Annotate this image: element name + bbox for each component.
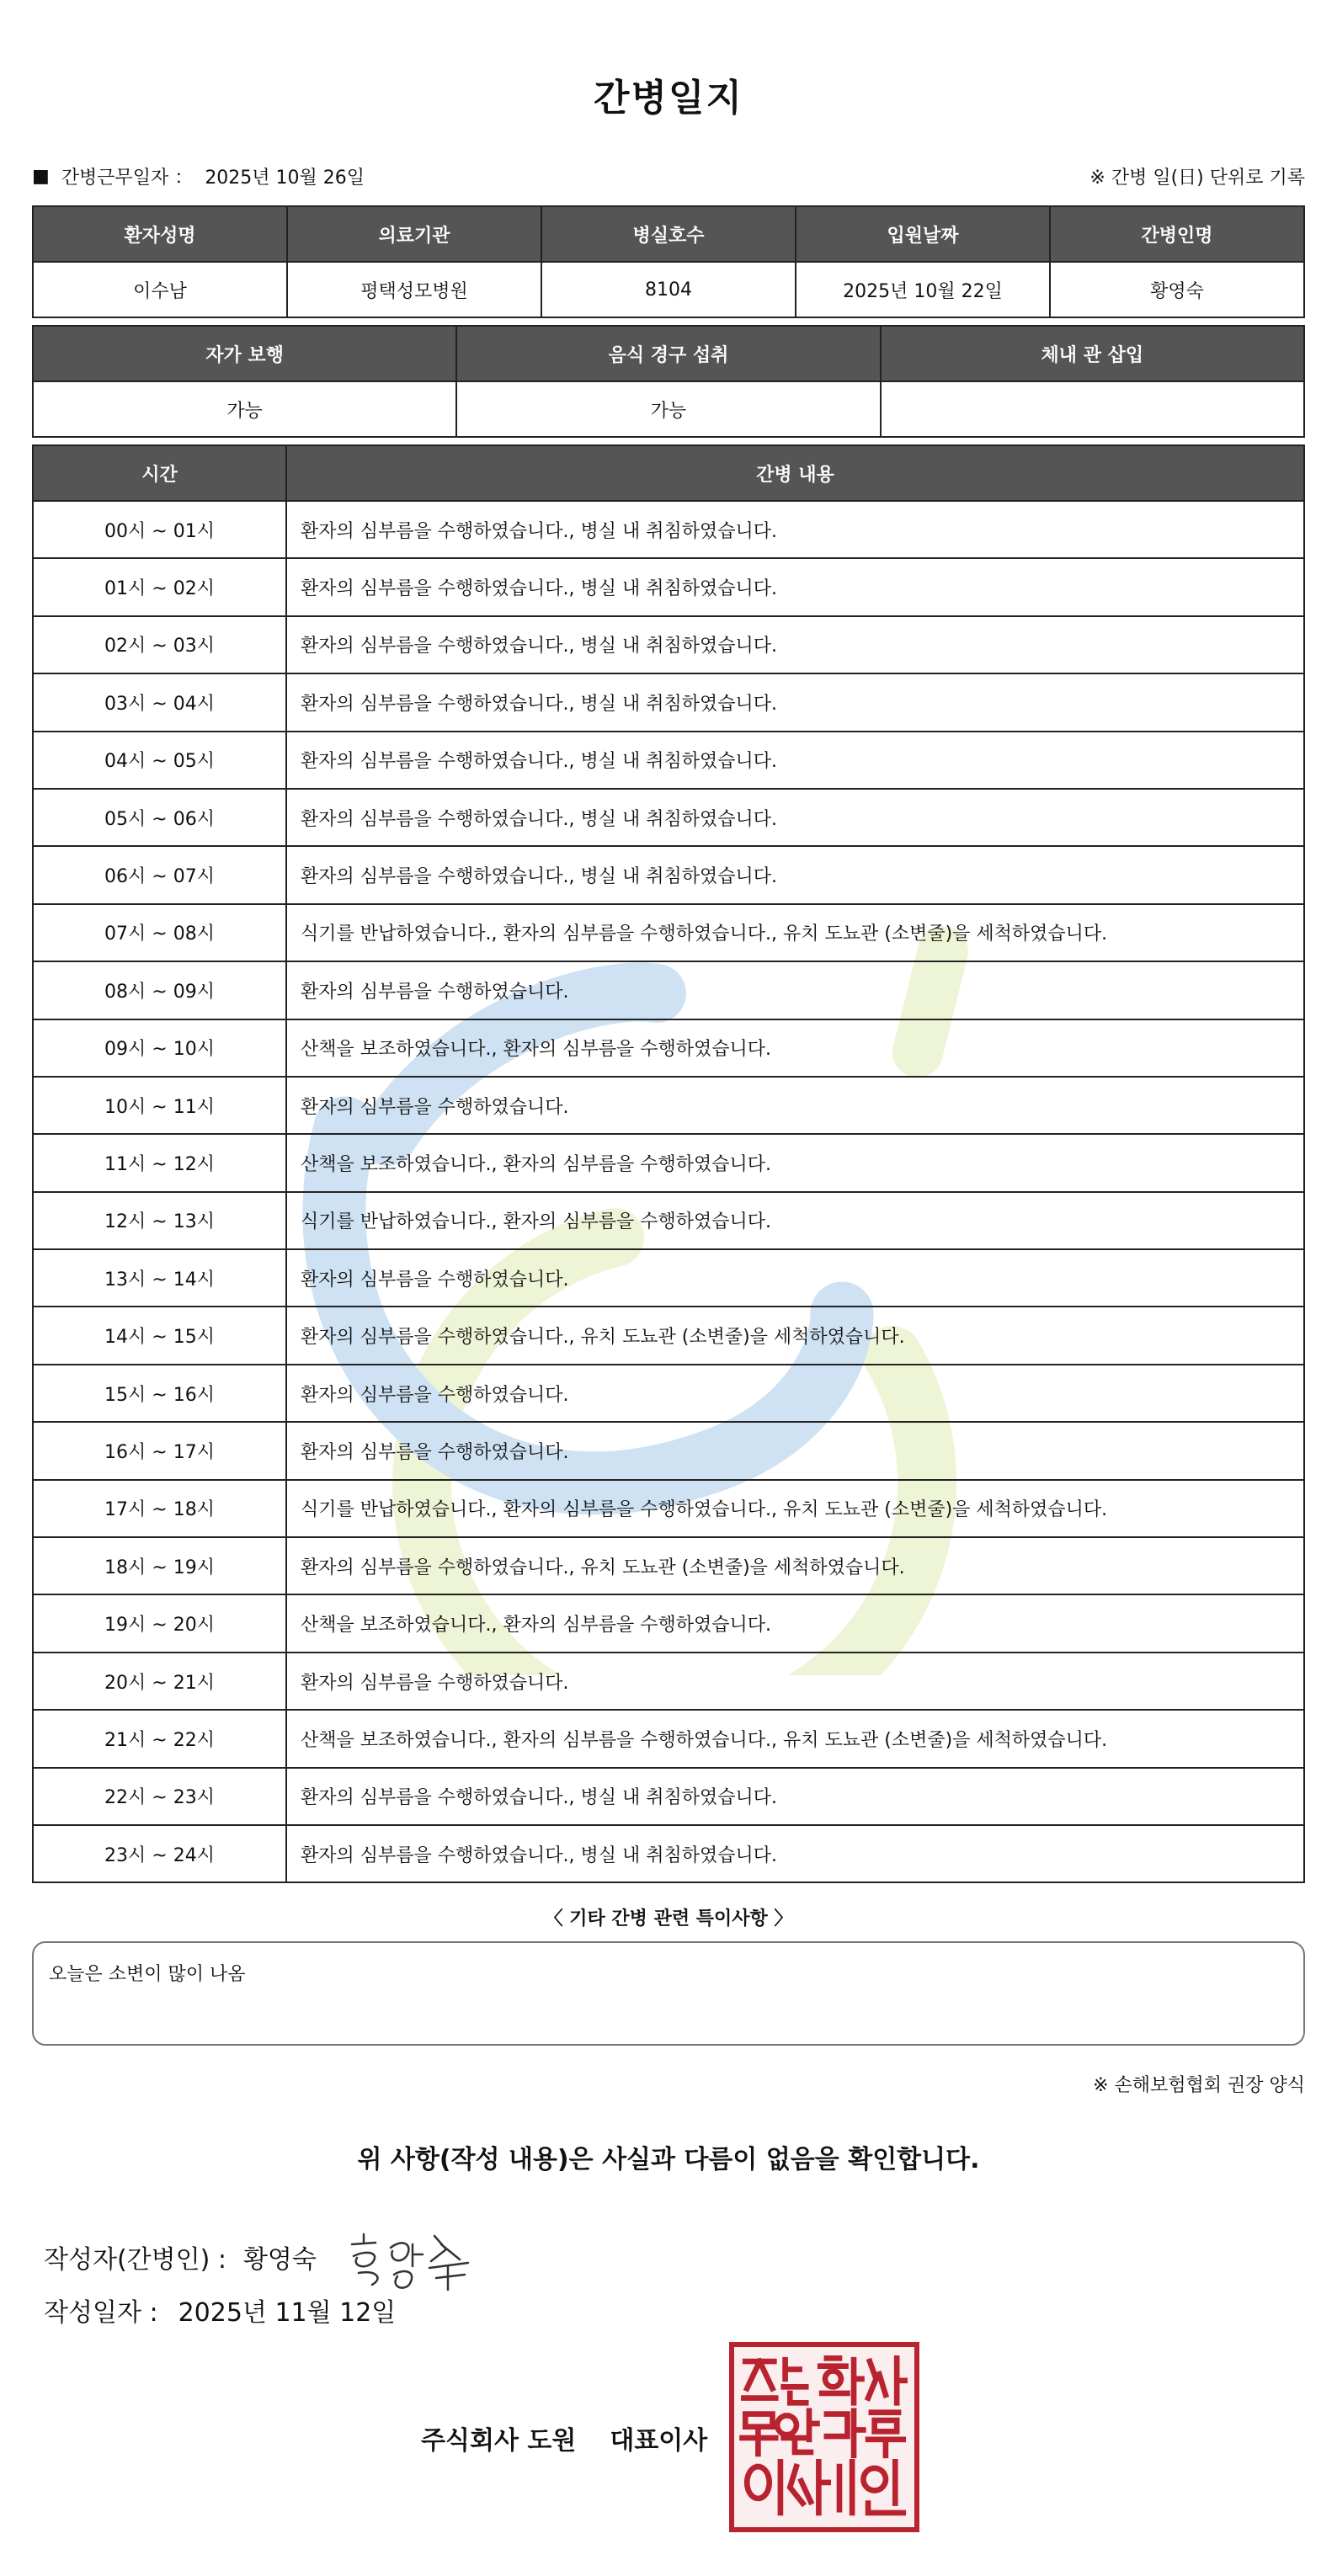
table-row: [33, 381, 1304, 437]
log-content: 식기를 반납하였습니다., 환자의 심부름을 수행하였습니다.: [286, 1192, 1304, 1249]
log-content: 식기를 반납하였습니다., 환자의 심부름을 수행하였습니다., 유치 도뇨관 (소변줄)을 세척하였습니다.: [286, 904, 1304, 961]
log-time: 09시 ~ 10시: [33, 1019, 286, 1077]
log-content: 산책을 보조하였습니다., 환자의 심부름을 수행하였습니다.: [286, 1134, 1304, 1191]
log-content: 환자의 심부름을 수행하였습니다., 병실 내 취침하였습니다.: [286, 616, 1304, 673]
log-content: 식기를 반납하였습니다., 환자의 심부름을 수행하였습니다., 유치 도뇨관 (소변줄)을 세척하였습니다.: [286, 1480, 1304, 1537]
admission-date: 2025년 10월 22일: [796, 262, 1050, 317]
company-role: 대표이사: [610, 2426, 708, 2456]
log-time: 15시 ~ 16시: [33, 1365, 286, 1422]
notes-text: 오늘은 소변이 많이 나옴: [49, 1964, 246, 1985]
tube-insertion-value: [881, 381, 1304, 437]
log-content: 환자의 심부름을 수행하였습니다.: [286, 961, 1304, 1019]
writer-row: [44, 2219, 477, 2295]
log-time: 10시 ~ 11시: [33, 1077, 286, 1134]
table-row: [33, 1307, 1304, 1364]
header-time: 시간: [33, 445, 286, 501]
log-time: 21시 ~ 22시: [33, 1710, 286, 1767]
log-time: 17시 ~ 18시: [33, 1480, 286, 1537]
header-oral-intake: 음식 경구 섭취: [456, 326, 880, 381]
square-bullet-icon: ■: [32, 166, 50, 187]
log-time: 20시 ~ 21시: [33, 1653, 286, 1710]
log-content: 환자의 심부름을 수행하였습니다., 병실 내 취침하였습니다.: [286, 1768, 1304, 1825]
care-log-table: [32, 444, 1305, 1883]
log-content: 환자의 심부름을 수행하였습니다., 유치 도뇨관 (소변줄)을 세척하였습니다.: [286, 1537, 1304, 1594]
table-row: [33, 1825, 1304, 1882]
patient-name: 이수남: [33, 262, 287, 317]
log-content: 산책을 보조하였습니다., 환자의 심부름을 수행하였습니다.: [286, 1019, 1304, 1077]
writer-label: 작성자(간병인) :: [44, 2245, 226, 2275]
care-log-body: [33, 501, 1304, 1882]
log-time: 11시 ~ 12시: [33, 1134, 286, 1191]
table-row: [33, 558, 1304, 615]
log-content: 환자의 심부름을 수행하였습니다.: [286, 1365, 1304, 1422]
log-content: 산책을 보조하였습니다., 환자의 심부름을 수행하였습니다.: [286, 1594, 1304, 1652]
log-content: 환자의 심부름을 수행하였습니다., 병실 내 취침하였습니다.: [286, 846, 1304, 903]
log-time: 04시 ~ 05시: [33, 732, 286, 789]
table-row: [33, 1019, 1304, 1077]
table-row: [33, 1249, 1304, 1307]
table-row: [33, 732, 1304, 789]
meta-row: [32, 163, 1305, 189]
table-row: [33, 1422, 1304, 1479]
header-admission-date: 입원날짜: [796, 206, 1050, 262]
log-content: 환자의 심부름을 수행하였습니다.: [286, 1077, 1304, 1134]
log-time: 05시 ~ 06시: [33, 789, 286, 846]
table-header-row: [33, 206, 1304, 262]
log-time: 03시 ~ 04시: [33, 673, 286, 731]
header-tube-insertion: 체내 관 삽입: [881, 326, 1304, 381]
seal-lettering: [734, 2347, 914, 2527]
log-content: 환자의 심부름을 수행하였습니다., 병실 내 취침하였습니다.: [286, 1825, 1304, 1882]
written-date-label: 작성일자 :: [44, 2298, 158, 2328]
writer-name: 황영숙: [242, 2245, 317, 2275]
table-row: [33, 1594, 1304, 1652]
patient-status-table: [32, 325, 1305, 438]
oral-intake-value: 가능: [456, 381, 880, 437]
log-content: 환자의 심부름을 수행하였습니다., 병실 내 취침하였습니다.: [286, 789, 1304, 846]
table-row: [33, 1192, 1304, 1249]
log-content: 환자의 심부름을 수행하였습니다., 병실 내 취침하였습니다.: [286, 673, 1304, 731]
company-signature: [421, 2419, 707, 2456]
log-time: 13시 ~ 14시: [33, 1249, 286, 1307]
log-time: 00시 ~ 01시: [33, 501, 286, 558]
notes-box: [32, 1941, 1305, 2046]
log-content: 환자의 심부름을 수행하였습니다.: [286, 1653, 1304, 1710]
work-date-label: 간병근무일자 ：: [61, 168, 194, 189]
self-walking-value: 가능: [33, 381, 456, 437]
log-time: 08시 ~ 09시: [33, 961, 286, 1019]
log-content: 환자의 심부름을 수행하였습니다.: [286, 1249, 1304, 1307]
table-row: [33, 1480, 1304, 1537]
log-time: 01시 ~ 02시: [33, 558, 286, 615]
company-seal-stamp: [729, 2342, 919, 2532]
header-care-content: 간병 내용: [286, 445, 1304, 501]
header-hospital: 의료기관: [287, 206, 541, 262]
page-title: 간병일지: [593, 77, 743, 120]
log-time: 14시 ~ 15시: [33, 1307, 286, 1364]
log-time: 02시 ~ 03시: [33, 616, 286, 673]
log-content: 환자의 심부름을 수행하였습니다., 병실 내 취침하였습니다.: [286, 501, 1304, 558]
company-name: 주식회사 도원: [421, 2426, 577, 2456]
log-time: 16시 ~ 17시: [33, 1422, 286, 1479]
table-row: [33, 501, 1304, 558]
table-row: [33, 1653, 1304, 1710]
work-date-value: 2025년 10월 26일: [205, 168, 365, 189]
table-row: [33, 1768, 1304, 1825]
written-date-value: 2025년 11월 12일: [178, 2298, 397, 2328]
table-row: [33, 1710, 1304, 1767]
table-row: [33, 262, 1304, 317]
table-row: [33, 1134, 1304, 1191]
caregiver-name: 황영숙: [1050, 262, 1304, 317]
notes-title: 〈 기타 간병 관련 특이사항 〉: [544, 1908, 793, 1929]
work-date: [32, 163, 365, 189]
table-header-row: [33, 445, 1304, 501]
log-time: 12시 ~ 13시: [33, 1192, 286, 1249]
table-header-row: [33, 326, 1304, 381]
table-row: [33, 1537, 1304, 1594]
confirmation-statement: 위 사항(작성 내용)은 사실과 다름이 없음을 확인합니다.: [357, 2145, 980, 2174]
header-caregiver-name: 간병인명: [1050, 206, 1304, 262]
table-row: [33, 616, 1304, 673]
log-time: 23시 ~ 24시: [33, 1825, 286, 1882]
header-self-walking: 자가 보행: [33, 326, 456, 381]
table-row: [33, 904, 1304, 961]
log-time: 22시 ~ 23시: [33, 1768, 286, 1825]
hospital-name: 평택성모병원: [287, 262, 541, 317]
log-content: 환자의 심부름을 수행하였습니다., 유치 도뇨관 (소변줄)을 세척하였습니다.: [286, 1307, 1304, 1364]
log-content: 환자의 심부름을 수행하였습니다., 병실 내 취침하였습니다.: [286, 558, 1304, 615]
table-row: [33, 1365, 1304, 1422]
recommended-form-note: ※ 손해보험협회 권장 양식: [1093, 2075, 1305, 2096]
header-room-number: 병실호수: [541, 206, 796, 262]
handwritten-signature: [342, 2219, 477, 2295]
log-time: 06시 ~ 07시: [33, 846, 286, 903]
header-patient-name: 환자성명: [33, 206, 287, 262]
log-content: 환자의 심부름을 수행하였습니다.: [286, 1422, 1304, 1479]
patient-info-table: [32, 205, 1305, 318]
log-time: 07시 ~ 08시: [33, 904, 286, 961]
table-row: [33, 961, 1304, 1019]
table-row: [33, 789, 1304, 846]
log-content: 환자의 심부름을 수행하였습니다., 병실 내 취침하였습니다.: [286, 732, 1304, 789]
record-unit-note: ※ 간병 일(日) 단위로 기록: [1089, 168, 1305, 189]
log-time: 19시 ~ 20시: [33, 1594, 286, 1652]
table-row: [33, 1077, 1304, 1134]
room-number: 8104: [541, 262, 796, 317]
written-date-row: [44, 2291, 396, 2329]
table-row: [33, 846, 1304, 903]
log-time: 18시 ~ 19시: [33, 1537, 286, 1594]
table-row: [33, 673, 1304, 731]
log-content: 산책을 보조하였습니다., 환자의 심부름을 수행하였습니다., 유치 도뇨관 (소변줄)을 세척하였습니다.: [286, 1710, 1304, 1767]
